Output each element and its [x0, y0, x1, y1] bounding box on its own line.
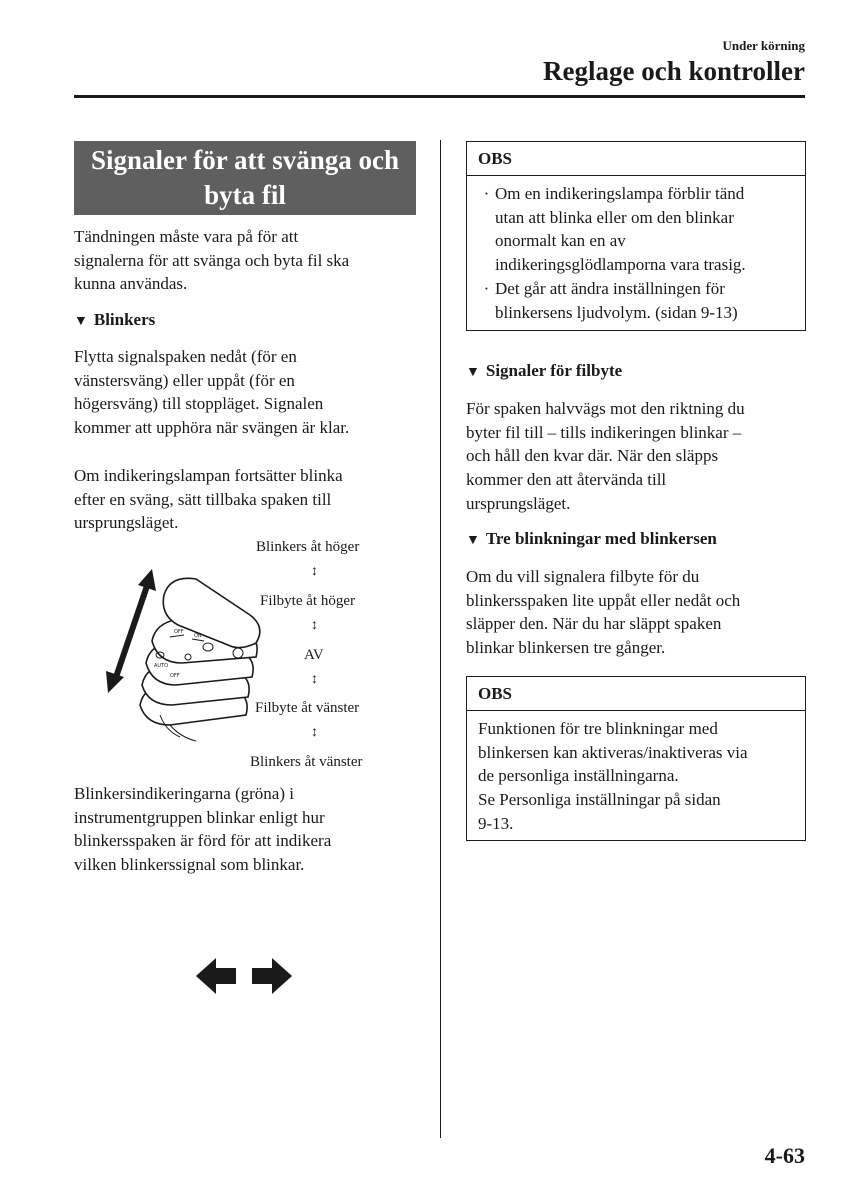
section-title-box	[74, 141, 416, 215]
svg-text:OFF: OFF	[174, 629, 184, 635]
left-arrow-icon	[196, 958, 236, 994]
lane-change-paragraph: För spaken halvvägs mot den riktning du byter fil till – tills indikeringen blinkar – och håll den kvar där. När den släpps kommer den att återvända till ursprungsläget.	[466, 399, 745, 513]
obs-bullet: · Det går att ändra inställningen för blinkersens ljudvolym. (sidan 9-13)	[483, 278, 738, 322]
intro-paragraph: Tändningen måste vara på för att signalerna för att svänga och byta fil ska kunna användas.	[74, 227, 350, 294]
section-title-line1: Signaler för att svänga och	[90, 145, 399, 175]
indicator-paragraph: Blinkersindikeringarna (gröna) i instrumentgruppen blinkar enligt hur blinkersspaken är förd för att indikera vilken blinkerssignal som blinkar.	[74, 784, 332, 875]
svg-text:OFF: OFF	[170, 673, 180, 679]
right-arrow-icon	[252, 958, 292, 994]
section-title-line2: byta fil	[204, 180, 286, 210]
obs-note-box-1	[466, 141, 806, 331]
obs-heading: OBS	[467, 677, 805, 711]
triangle-bullet-icon: ▼	[466, 365, 480, 380]
obs-body	[467, 176, 805, 330]
three-blinks-paragraph: Om du vill signalera filbyte för du blinkersspaken lite uppåt eller nedåt och släpper den. När du har släppt spaken blinkar blinkersen tre gånger.	[466, 567, 741, 658]
column-divider	[440, 140, 441, 1138]
updown-arrow-icon: ↕	[311, 672, 318, 687]
header-rule	[74, 95, 805, 98]
page-header-title: Reglage och kontroller	[543, 56, 805, 86]
section-label: Under körning	[722, 38, 805, 53]
label-blinkers-left: Blinkers åt vänster	[250, 754, 363, 770]
label-blinkers-right: Blinkers åt höger	[256, 539, 360, 555]
blinkers-paragraph-1: Flytta signalspaken nedåt (för en vänstersväng) eller uppåt (för en högersväng) till stoppläget. Signalen kommer att upphöra när svängen är klar.	[74, 347, 350, 438]
label-off: AV	[304, 647, 324, 663]
triangle-bullet-icon: ▼	[466, 533, 480, 548]
page-number: 4-63	[764, 1143, 805, 1168]
updown-arrow-icon: ↕	[311, 618, 318, 633]
triangle-bullet-icon: ▼	[74, 314, 88, 329]
three-blinks-heading: ▼ Tre blinkningar med blinkersen	[466, 529, 717, 548]
svg-text:ON: ON	[194, 633, 202, 639]
updown-arrow-icon: ↕	[311, 564, 318, 579]
svg-text:AUTO: AUTO	[154, 663, 169, 669]
turn-signal-lever-illustration	[100, 565, 270, 745]
lane-change-heading: ▼ Signaler för filbyte	[466, 361, 623, 380]
turn-indicator-icons	[196, 956, 296, 996]
label-lane-change-left: Filbyte åt vänster	[255, 700, 360, 716]
label-lane-change-right: Filbyte åt höger	[260, 593, 355, 609]
updown-arrow-icon: ↕	[311, 725, 318, 740]
obs-heading: OBS	[467, 142, 805, 176]
blinkers-heading: ▼ Blinkers	[74, 310, 156, 329]
blinkers-paragraph-2: Om indikeringslampan fortsätter blinka efter en sväng, sätt tillbaka spaken till ursprungsläget.	[74, 466, 343, 533]
obs-body: Funktionen för tre blinkningar med blinkersen kan aktiveras/inaktiveras via de personliga inställningarna. Se Personliga inställningar på sidan 9-13.	[478, 719, 748, 833]
obs-note-box-2	[466, 676, 806, 841]
obs-bullet: · Om en indikeringslampa förblir tänd utan att blinka eller om den blinkar onormalt kan en av indikeringsglödlamporna vara trasig.	[483, 184, 746, 275]
